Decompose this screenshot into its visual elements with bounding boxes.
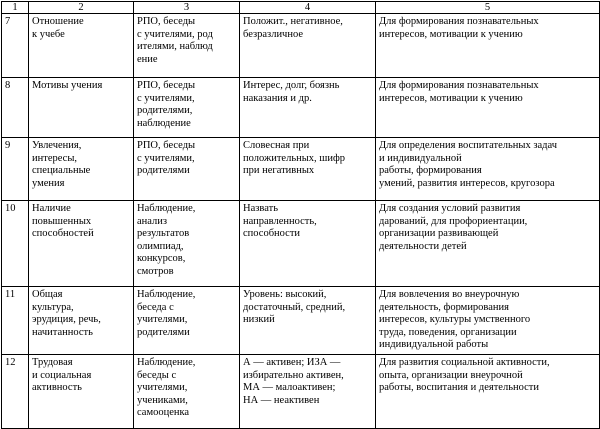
indicators-cell xyxy=(240,138,376,201)
cell-text-line: А — активен; ИЗА — xyxy=(243,357,341,368)
cell-text-line: Назвать xyxy=(243,203,278,214)
row-number-cell: 11 xyxy=(2,287,29,355)
cell-text-line: Наблюдение, xyxy=(137,357,196,368)
cell-text-line: низкий xyxy=(243,314,275,325)
cell-text-line: дарований, для профориентации, xyxy=(379,215,528,227)
purpose-cell xyxy=(376,201,600,287)
cell-text-line: повышенных xyxy=(32,215,92,227)
table-row xyxy=(2,201,600,287)
cell-text-line: смотров xyxy=(137,265,174,277)
cell-text-line: беседа с xyxy=(137,301,174,313)
header-col-4: 4 xyxy=(240,2,376,14)
cell-text-line: интересов, культуры умственного xyxy=(379,314,531,325)
indicators-cell xyxy=(240,355,376,429)
row-number-cell: 9 xyxy=(2,138,29,201)
row-number-cell: 8 xyxy=(2,78,29,138)
cell-text-line: МА — малоактивен; xyxy=(243,382,336,393)
row-number-cell: 7 xyxy=(2,14,29,78)
cell-text-line: родителями xyxy=(137,326,190,338)
cell-text-line: работы, формирования xyxy=(379,165,482,176)
cell-text-line: умений, развития интересов, кругозора xyxy=(379,177,555,189)
cell-text-line: организации развивающей xyxy=(379,228,499,239)
indicators-cell xyxy=(240,287,376,355)
cell-text-line: индивидуальной работы xyxy=(379,339,489,350)
cell-text-line: Трудовая xyxy=(32,357,73,368)
cell-text-line: результатов xyxy=(137,228,190,239)
methods-cell xyxy=(134,78,240,138)
cell-text-line: РПО, беседы xyxy=(137,140,196,151)
cell-text-line: деятельность, формирования xyxy=(379,301,509,313)
cell-text-line: беседы с xyxy=(137,369,177,381)
cell-text-line: опыта, организации внеурочной xyxy=(379,369,523,381)
table-row xyxy=(2,355,600,429)
cell-text-line: способности xyxy=(243,228,301,239)
indicators-cell xyxy=(240,14,376,78)
cell-text-line: Словесная при xyxy=(243,140,310,151)
cell-text-line: РПО, беседы xyxy=(137,16,196,27)
cell-text-line: интересы, xyxy=(32,152,77,164)
cell-text-line: Общая xyxy=(32,289,63,300)
criterion-cell xyxy=(29,14,134,78)
criterion-cell xyxy=(29,355,134,429)
cell-text-line: Для формирования познавательных xyxy=(379,80,539,91)
cell-text-line: интересов, мотивации к учению xyxy=(379,28,523,40)
indicators-cell xyxy=(240,201,376,287)
cell-text-line: с учителями, род xyxy=(137,28,213,40)
cell-text-line: конкурсов, xyxy=(137,253,186,264)
cell-text-line: и социальная xyxy=(32,369,92,381)
cell-text-line: специальные xyxy=(32,165,91,176)
cell-text-line: культура, xyxy=(32,301,74,313)
cell-text-line: наблюдение xyxy=(137,117,191,129)
cell-text-line: активность xyxy=(32,382,82,393)
cell-text-line: положительных, шифр xyxy=(243,152,346,164)
cell-text-line: РПО, беседы xyxy=(137,80,196,91)
criterion-cell xyxy=(29,201,134,287)
cell-text-line: Наличие xyxy=(32,203,71,214)
cell-text-line: интересов, мотивации к учению xyxy=(379,92,523,104)
cell-text-line: Для формирования познавательных xyxy=(379,16,539,27)
header-col-3: 3 xyxy=(134,2,240,14)
header-col-1: 1 xyxy=(2,2,29,14)
cell-text-line: Уровень: высокий, xyxy=(243,289,327,300)
cell-text-line: к учебе xyxy=(32,28,65,40)
cell-text-line: учениками, xyxy=(137,394,188,406)
cell-text-line: наказания и др. xyxy=(243,92,312,104)
cell-text-line: Отношение xyxy=(32,16,84,27)
criterion-cell xyxy=(29,78,134,138)
cell-text-line: ителями, наблюд xyxy=(137,41,213,52)
cell-text-line: труда, поведения, организации xyxy=(379,326,517,338)
cell-text-line: Увлечения, xyxy=(32,140,82,151)
cell-text-line: Для определения воспитательных задач xyxy=(379,140,557,151)
table-row xyxy=(2,138,600,201)
cell-text-line: при негативных xyxy=(243,165,315,176)
methods-cell xyxy=(134,14,240,78)
cell-text-line: НА — неактивен xyxy=(243,394,320,406)
purpose-cell xyxy=(376,287,600,355)
purpose-cell xyxy=(376,14,600,78)
row-number-cell: 10 xyxy=(2,201,29,287)
cell-text-line: Положит., негативное, xyxy=(243,16,343,27)
header-col-2: 2 xyxy=(29,2,134,14)
table-row xyxy=(2,287,600,355)
cell-text-line: Для создания условий развития xyxy=(379,203,521,214)
cell-text-line: Наблюдение, xyxy=(137,203,196,214)
cell-text-line: с учителями, xyxy=(137,152,195,164)
cell-text-line: родителями xyxy=(137,165,190,176)
cell-text-line: анализ xyxy=(137,215,168,227)
purpose-cell xyxy=(376,78,600,138)
cell-text-line: начитанность xyxy=(32,326,93,338)
criteria-table xyxy=(1,1,600,429)
cell-text-line: Наблюдение, xyxy=(137,289,196,300)
purpose-cell xyxy=(376,138,600,201)
cell-text-line: работы, воспитания и деятельности xyxy=(379,382,539,393)
cell-text-line: умения xyxy=(32,177,65,189)
methods-cell xyxy=(134,138,240,201)
cell-text-line: олимпиад, xyxy=(137,240,184,252)
cell-text-line: Интерес, долг, боязнь xyxy=(243,80,340,91)
methods-cell xyxy=(134,355,240,429)
table-row xyxy=(2,78,600,138)
criterion-cell xyxy=(29,138,134,201)
table-row xyxy=(2,14,600,78)
methods-cell xyxy=(134,201,240,287)
cell-text-line: самооценка xyxy=(137,407,190,418)
cell-text-line: Для развития социальной активности, xyxy=(379,357,550,368)
cell-text-line: деятельности детей xyxy=(379,240,467,252)
cell-text-line: ение xyxy=(137,53,158,65)
cell-text-line: и индивидуальной xyxy=(379,152,462,164)
methods-cell xyxy=(134,287,240,355)
cell-text-line: достаточный, средний, xyxy=(243,301,346,313)
cell-text-line: Мотивы учения xyxy=(32,80,103,91)
indicators-cell xyxy=(240,78,376,138)
cell-text-line: безразличное xyxy=(243,28,303,40)
header-col-5: 5 xyxy=(376,2,600,14)
purpose-cell xyxy=(376,355,600,429)
cell-text-line: родителями, xyxy=(137,105,193,116)
cell-text-line: эрудиция, речь, xyxy=(32,314,101,325)
cell-text-line: Для вовлечения во внеурочную xyxy=(379,289,520,300)
cell-text-line: учителями, xyxy=(137,382,188,393)
criterion-cell xyxy=(29,287,134,355)
table-body xyxy=(2,14,600,429)
row-number-cell: 12 xyxy=(2,355,29,429)
cell-text-line: избирательно активен, xyxy=(243,369,344,381)
table-header-row xyxy=(2,2,600,14)
cell-text-line: способностей xyxy=(32,228,94,239)
cell-text-line: учителями, xyxy=(137,314,188,325)
cell-text-line: направленность, xyxy=(243,215,317,227)
cell-text-line: с учителями, xyxy=(137,92,195,104)
